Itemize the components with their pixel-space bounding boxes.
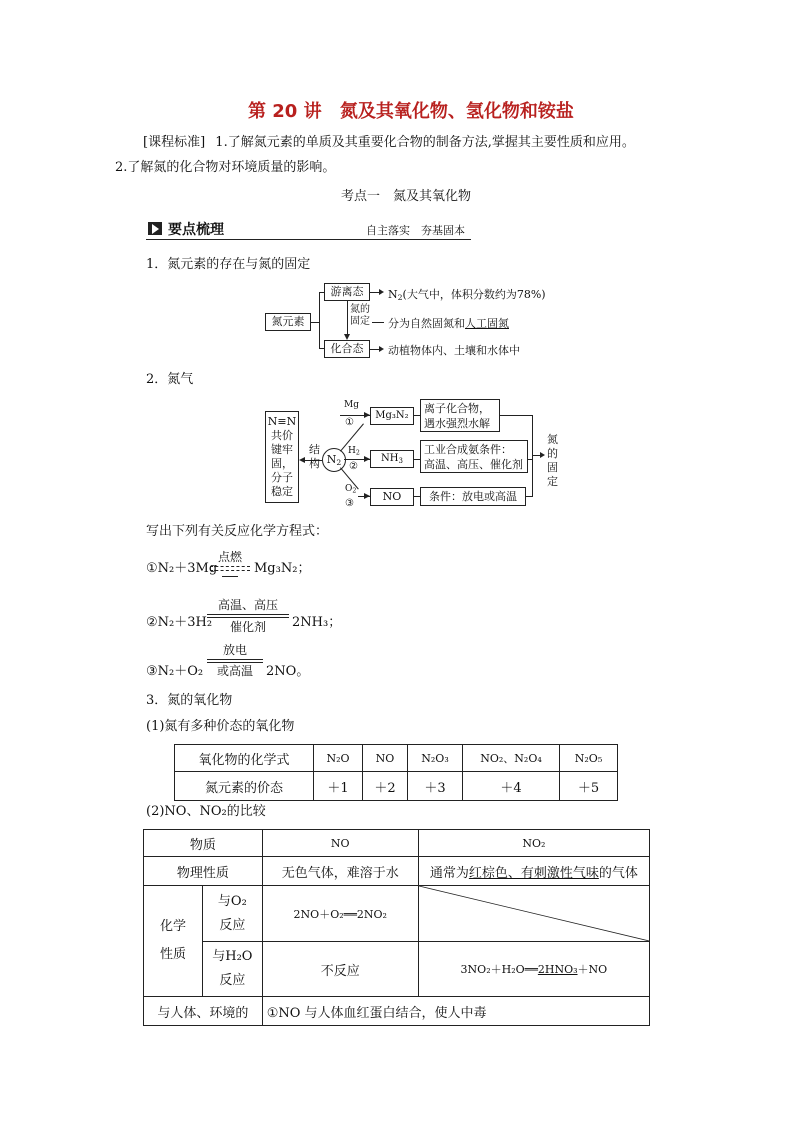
s3-heading: 3．氮的氧化物 xyxy=(146,693,233,708)
play-icon xyxy=(148,222,162,235)
s1-heading: 1．氮元素的存在与氮的固定 xyxy=(146,257,311,272)
oxides-table: 氧化物的化学式 N₂O NO N₂O₃ NO₂、N₂O₄ N₂O₅ 氮元素的价态 ＋1 ＋2 ＋3 ＋4 ＋5 xyxy=(174,744,618,801)
mg3n2-box: Mg₃N₂ xyxy=(370,407,414,425)
course-standard-line1: [课程标准] 1.了解氮元素的单质及其重要化合物的制备方法,掌握其主要性质和应用。 xyxy=(143,135,635,150)
blank-diagonal-cell xyxy=(418,886,649,942)
fixation-desc: 分为自然固氮和人工固氮 xyxy=(388,317,509,330)
equations-intro: 写出下列有关反应化学方程式： xyxy=(146,524,329,539)
no-box: NO xyxy=(370,488,414,506)
equation-3: ③N₂＋O₂ xyxy=(146,664,204,679)
free-state-desc: $N_2$(大气中，体积分数约为78%) xyxy=(388,288,546,302)
combined-state-desc: 动植物体内、土壤和水体中 xyxy=(388,344,520,357)
n2-node: $N_2$ xyxy=(322,448,346,472)
arrow-down-icon xyxy=(344,334,350,340)
nitrogen-diagram: N≡N 共价 键牢 固， 分子 稳定 结 构 $N_2$ Mg ① $H_2$ ② $O_2$ ③ Mg₃N₂ $NH_3$ NO 离子化合物， 遇水强烈水解 工业合成氨条件： 高温、高压、催化剂 条件：放电或高温 氮 的 固 定 xyxy=(260,395,580,513)
mg3n2-desc: 离子化合物， 遇水强烈水解 xyxy=(420,399,500,432)
fixation-label: 氮 的 固 定 xyxy=(547,433,558,488)
combined-state-box: 化合态 xyxy=(324,340,370,358)
s2-heading: 2．氮气 xyxy=(146,372,194,387)
page-title: 第 20 讲 氮及其氧化物、氢化物和铵盐 xyxy=(248,101,574,122)
element-box: 氮元素 xyxy=(265,313,311,331)
no-no2-table: 物质 NO NO₂ 物理性质 无色气体，难溶于水 通常为红棕色、有刺激性气味的气体 化学 性质 与O₂ 反应 2NO＋O₂══2NO₂ 与H₂O 反应 不反应 3NO₂＋H₂O══2HNO₃＋NO 与人体、环境的 ①NO 与人体血红蛋白结合，使人中毒 xyxy=(143,829,650,1026)
no-desc: 条件：放电或高温 xyxy=(420,487,526,506)
section-heading: 考点一 氮及其氧化物 xyxy=(341,189,472,204)
s3-sub1: (1)氮有多种价态的氧化物 xyxy=(146,719,295,734)
nitrogen-existence-diagram: 氮元素 游离态 化合态 氮的 固定 $N_2$(大气中，体积分数约为78%) 分为自然固氮和人工固氮 动植物体内、土壤和水体中 xyxy=(260,280,580,362)
course-standard-line2: 2.了解氮的化合物对环境质量的影响。 xyxy=(115,160,336,175)
arrow-right-icon xyxy=(379,289,384,295)
arrow-right-icon xyxy=(379,346,384,352)
nh3-desc: 工业合成氨条件： 高温、高压、催化剂 xyxy=(420,440,528,473)
nh3-box: $NH_3$ xyxy=(370,450,414,468)
s3-sub2: (2)NO、NO₂的比较 xyxy=(146,804,266,819)
arrow-right-icon xyxy=(540,452,545,458)
structure-box: N≡N 共价 键牢 固， 分子 稳定 xyxy=(265,411,299,503)
equation-2: ②N₂＋3H₂ xyxy=(146,615,213,630)
equation-1: ①N₂＋3Mg xyxy=(146,561,218,576)
key-points-banner: 要点梳理 自主落实 夯基固本 xyxy=(146,219,471,240)
free-state-box: 游离态 xyxy=(324,283,370,301)
